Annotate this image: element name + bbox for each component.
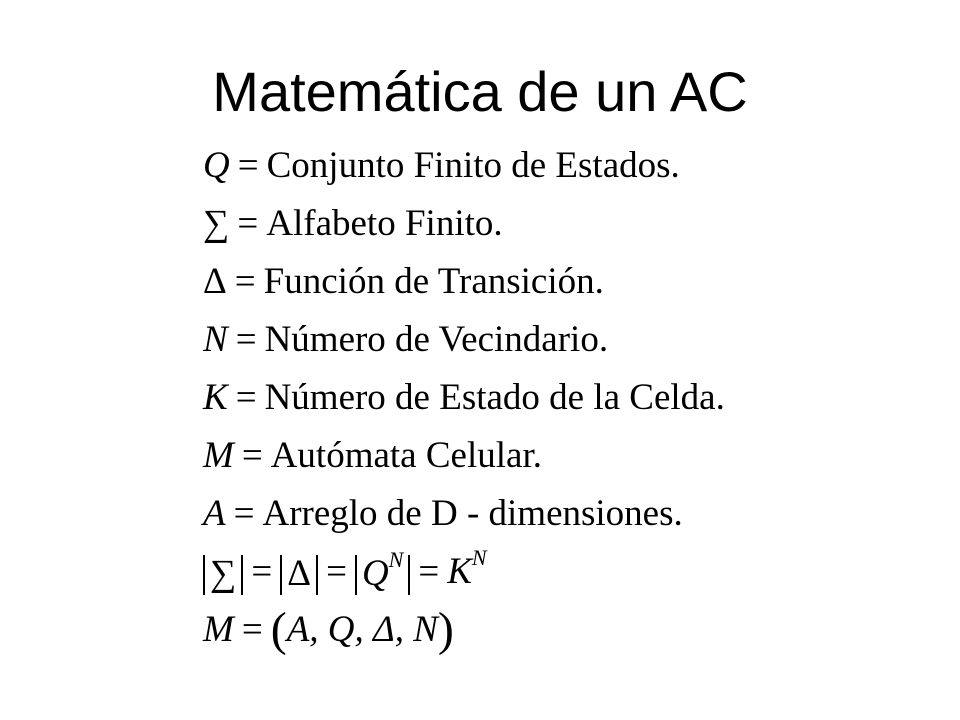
equals-sign: = <box>237 203 259 244</box>
definition-text: Número de Vecindario. <box>264 319 609 360</box>
delta-term: Δ <box>287 552 312 594</box>
definition-text: Función de Transición. <box>263 261 604 302</box>
abs-q-power <box>355 546 410 595</box>
equals-sign: = <box>235 319 257 360</box>
definition-text: Alfabeto Finito. <box>266 203 503 244</box>
close-paren: ) <box>437 603 454 656</box>
symbol-delta: Δ <box>203 261 227 302</box>
equals-sign: = <box>241 435 263 476</box>
definition-text: Número de Estado de la Celda. <box>264 377 725 418</box>
k-base: K <box>447 551 472 592</box>
definition-row-m <box>203 430 542 482</box>
q-exponent: N <box>388 546 404 572</box>
symbol-q: Q <box>203 145 230 186</box>
q-base: Q <box>361 552 389 594</box>
definition-row-delta <box>203 256 604 308</box>
abs-sigma <box>203 552 243 595</box>
definition-text: Conjunto Finito de Estados. <box>266 145 680 186</box>
symbol-sigma: ∑ <box>203 203 230 244</box>
open-paren: ( <box>270 603 287 656</box>
equals-sign: = <box>237 145 259 186</box>
symbol-a: A <box>203 493 226 534</box>
definition-row-sigma <box>203 198 503 250</box>
definition-row-k <box>203 372 725 424</box>
equals-sign: = <box>235 377 257 418</box>
definition-row-n <box>203 314 608 366</box>
tuple-lhs: M <box>203 609 234 650</box>
symbol-m: M <box>203 435 234 476</box>
symbol-k: K <box>203 377 228 418</box>
symbol-n: N <box>203 319 228 360</box>
equals-sign: = <box>234 261 256 302</box>
k-exponent: N <box>471 545 487 570</box>
sigma-term: ∑ <box>210 552 237 594</box>
definition-row-a <box>203 488 683 540</box>
tuple-equation: M = (A, Q, Δ, N) <box>203 603 454 656</box>
definition-row-q <box>203 140 680 192</box>
tuple-items: A, Q, Δ, N <box>286 609 438 650</box>
equals-sign: = <box>233 493 255 534</box>
definition-text: Arreglo de D - dimensiones. <box>262 493 683 534</box>
abs-delta <box>280 552 318 595</box>
cardinality-equation: ∑ = $\Delta = Q^N = K^N$ <box>203 546 487 598</box>
slide-title: Matemática de un AC <box>212 60 748 123</box>
definition-text: Autómata Celular. <box>270 435 542 476</box>
